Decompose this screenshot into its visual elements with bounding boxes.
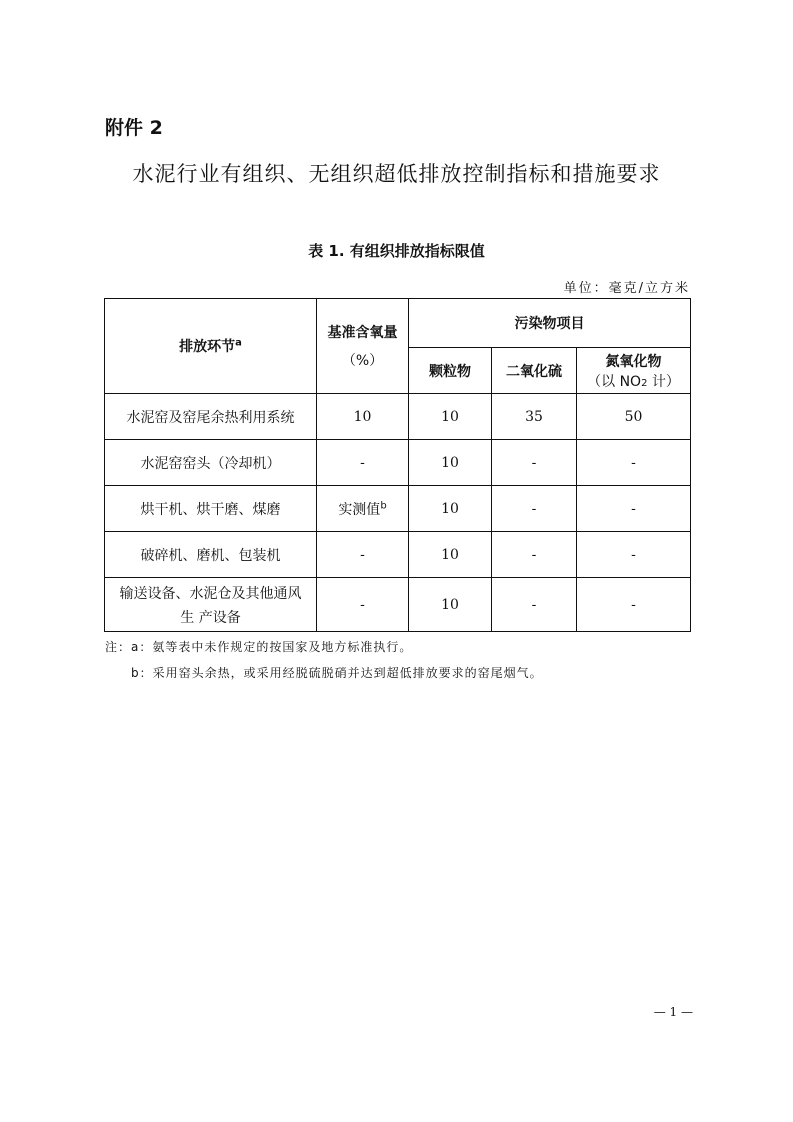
unit-label: 单位：毫克/立方米 — [563, 281, 690, 296]
table-notes — [105, 640, 543, 692]
row-nox: 50 — [577, 394, 691, 440]
row-nox: - — [577, 532, 691, 578]
table-title: 表 1. 有组织排放指标限值 — [308, 242, 485, 260]
header-nox: 氮氧化物 （以 NO2 计） — [577, 348, 691, 394]
table-row — [105, 532, 691, 578]
row-particulate: 10 — [409, 394, 492, 440]
row-so2: - — [492, 440, 577, 486]
row-oxygen: 10 — [317, 394, 409, 440]
table-row — [105, 486, 691, 532]
header-oxygen: 基准含氧量 （%） — [317, 299, 409, 394]
row-so2: 35 — [492, 394, 577, 440]
header-particulate: 颗粒物 — [409, 348, 492, 394]
row-so2: - — [492, 578, 577, 632]
table-row — [105, 440, 691, 486]
row-oxygen: - — [317, 578, 409, 632]
emission-limits-table — [104, 298, 691, 632]
row-nox: - — [577, 578, 691, 632]
attachment-label: 附件 2 — [105, 117, 163, 139]
row-section: 烘干机、烘干磨、煤磨 — [105, 486, 317, 532]
row-section: 输送设备、水泥仓及其他通风 生 产设备 — [105, 578, 317, 632]
row-particulate: 10 — [409, 440, 492, 486]
note-b: b：采用窑头余热，或采用经脱硫脱硝并达到超低排放要求的窑尾烟气。 — [131, 666, 543, 680]
note-a: 注：a：氨等表中未作规定的按国家及地方标准执行。 — [105, 640, 413, 654]
row-section: 水泥窑窑头（冷却机） — [105, 440, 317, 486]
row-particulate: 10 — [409, 578, 492, 632]
page-number: — 1 — — [653, 1005, 693, 1019]
table-row — [105, 394, 691, 440]
header-pollutants: 污染物项目 — [409, 299, 691, 348]
row-oxygen: - — [317, 532, 409, 578]
row-particulate: 10 — [409, 486, 492, 532]
row-oxygen: 实测值$^b$ — [317, 486, 409, 532]
row-particulate: 10 — [409, 532, 492, 578]
row-nox: - — [577, 486, 691, 532]
row-so2: - — [492, 532, 577, 578]
row-section: 水泥窑及窑尾余热利用系统 — [105, 394, 317, 440]
row-so2: - — [492, 486, 577, 532]
row-section: 破碎机、磨机、包装机 — [105, 532, 317, 578]
table-row — [105, 578, 691, 632]
row-oxygen: - — [317, 440, 409, 486]
row-nox: - — [577, 440, 691, 486]
header-so2: 二氧化硫 — [492, 348, 577, 394]
header-section: 排放环节$^a$ — [105, 299, 317, 394]
document-title: 水泥行业有组织、无组织超低排放控制指标和措施要求 — [132, 162, 661, 186]
